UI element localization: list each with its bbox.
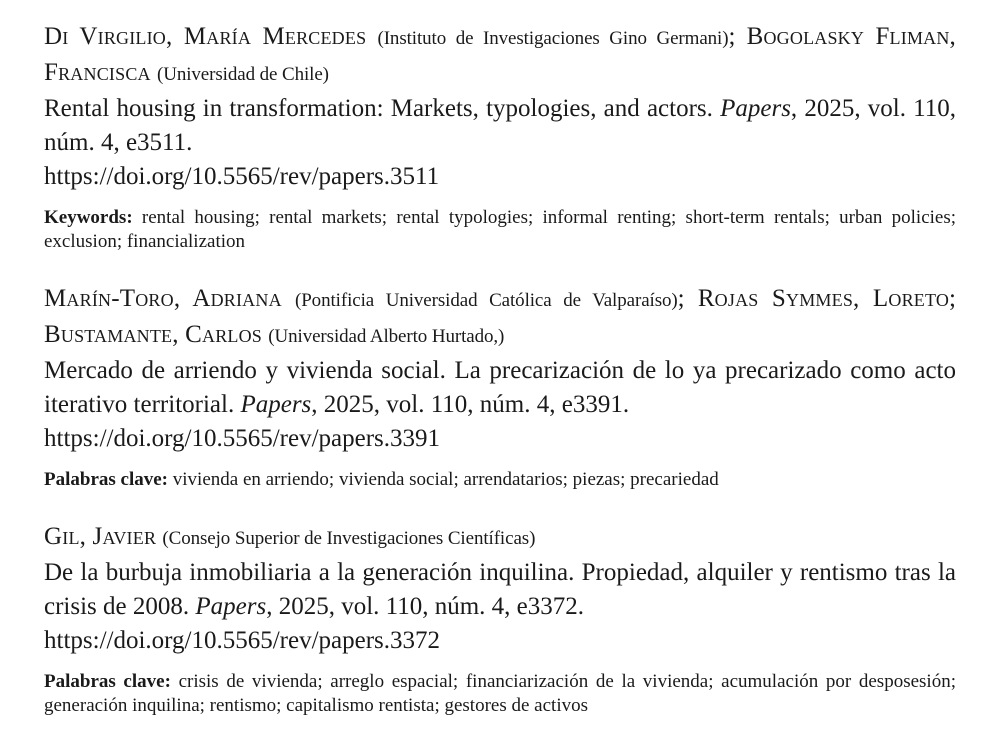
reference <box>44 92 956 194</box>
author-affiliation: (Consejo Superior de Investigaciones Científicas) <box>162 528 536 549</box>
citation-details: , 2025, vol. 110, núm. 4, e3391. <box>311 391 630 418</box>
article-title: De la burbuja inmobiliaria a la generación inquilina. Propiedad, alquiler y rentismo tras la crisis de 2008. <box>44 559 956 620</box>
citation-details: , 2025, vol. 110, núm. 4, e3372. <box>266 593 585 620</box>
article-title: Rental housing in transformation: Markets, typologies, and actors. <box>44 95 713 122</box>
keywords-text: vivienda en arriendo; vivienda social; arrendatarios; piezas; precariedad <box>172 469 719 490</box>
reference <box>44 354 956 456</box>
author-line <box>44 282 956 354</box>
keywords-label: Palabras clave: <box>44 671 171 692</box>
author-name: Di Virgilio, María Mercedes <box>44 23 367 50</box>
citation-details: , 2025, vol. 110, núm. 4, e3511. <box>44 95 956 156</box>
doi-link[interactable]: https://doi.org/10.5565/rev/papers.3391 <box>44 425 441 452</box>
keywords-text: rental housing; rental markets; rental typologies; informal renting; short-term rentals; urban policies; exclusion; financialization <box>44 207 957 252</box>
author-separator: ; <box>677 285 698 312</box>
document-page <box>44 20 956 718</box>
keywords-label: Palabras clave: <box>44 469 169 490</box>
author-affiliation: (Instituto de Investigaciones Gino Germani) <box>377 28 729 49</box>
journal-name: Papers <box>720 95 791 122</box>
author-name: Bogolasky Fliman, Francisca <box>44 23 956 86</box>
keywords-text: crisis de vivienda; arreglo espacial; financiarización de la vivienda; acumulación por desposesión; generación inquilina; rentismo; capitalismo rentista; gestores de activos <box>44 671 956 716</box>
author-name: Marín-Toro, Adriana <box>44 285 282 312</box>
bibliography-entry <box>44 282 956 492</box>
journal-name: Papers <box>195 593 267 620</box>
author-affiliation: (Pontificia Universidad Católica de Valparaíso) <box>294 290 678 311</box>
author-affiliation: (Universidad de Chile) <box>156 64 329 85</box>
bibliography-entry <box>44 520 956 718</box>
author-name: Bustamante, Carlos <box>44 321 263 348</box>
doi-link[interactable]: https://doi.org/10.5565/rev/papers.3511 <box>44 163 440 190</box>
author-affiliation: (Universidad Alberto Hurtado,) <box>268 326 505 347</box>
journal-name: Papers <box>240 391 312 418</box>
reference <box>44 556 956 658</box>
doi-link[interactable]: https://doi.org/10.5565/rev/papers.3372 <box>44 627 441 654</box>
author-line <box>44 20 956 92</box>
author-name: Rojas Symmes, Loreto <box>697 285 950 312</box>
author-separator: ; <box>728 23 747 50</box>
author-line <box>44 520 956 556</box>
keywords-line <box>44 670 956 718</box>
keywords-line <box>44 206 956 254</box>
author-name: Gil, Javier <box>44 523 157 550</box>
keywords-label: Keywords: <box>44 207 133 228</box>
article-title: Mercado de arriendo y vivienda social. La precarización de lo ya precarizado como acto iterativo territorial. <box>44 357 956 418</box>
keywords-line <box>44 468 956 492</box>
author-separator: ; <box>949 285 956 312</box>
bibliography-entry <box>44 20 956 254</box>
